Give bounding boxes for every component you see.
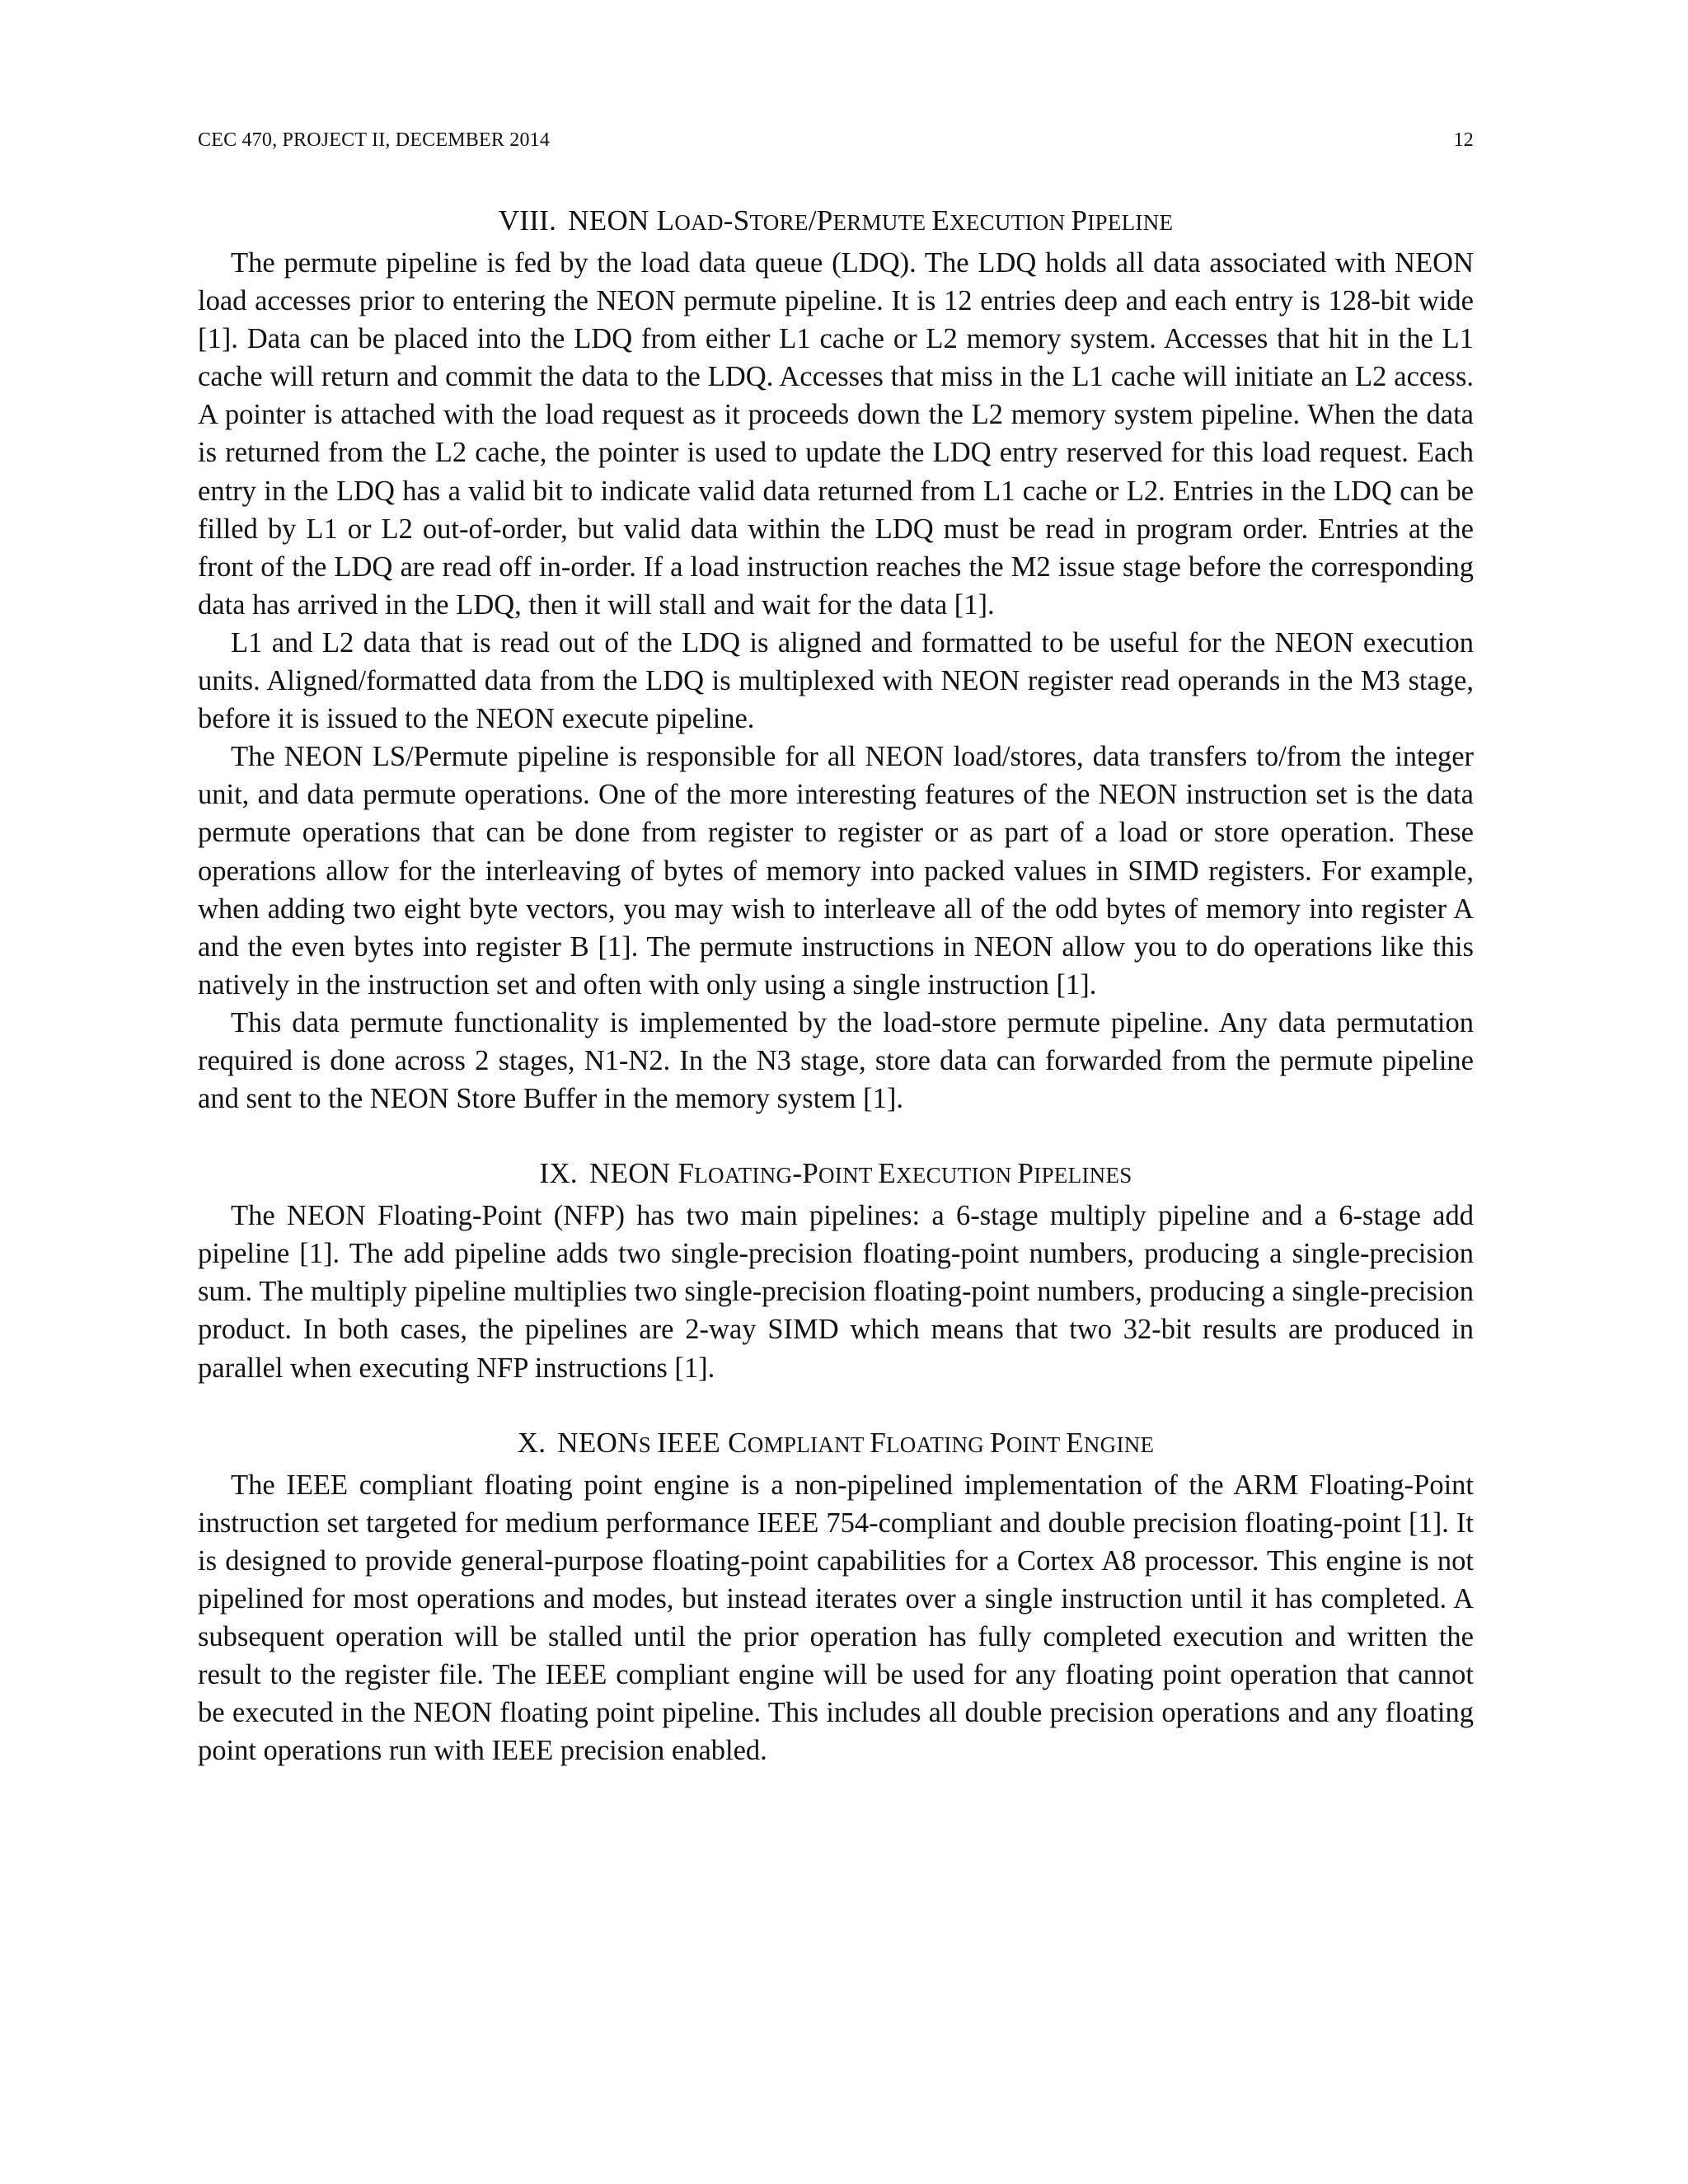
section-title-part: -P (792, 1157, 819, 1190)
paragraph: The IEEE compliant floating point engine is a non-pipelined implementation of the ARM Floating-Point instruction set targeted for medium performance IEEE 754-compliant and double precision floating-point [1]. It is designed to provide general-purpose floating-point capabilities for a Cortex A8 processor. This engine is not pipelined for most operations and modes, but instead iterates over a single instruction until it has completed. A subsequent operation will be stalled until the prior operation has fully completed execution and written the result to the register file. The IEEE compliant engine will be used for any floating point operation that cannot be executed in the NEON floating point pipeline. This includes all double precision operations and any floating point operations run with IEEE precision enabled. (198, 1469, 1474, 1767)
section-title-part: E (878, 1157, 896, 1190)
section-title-part: OINT (818, 1163, 879, 1188)
section-title-part: ERMUTE (832, 210, 932, 235)
section-number: IX. (539, 1157, 578, 1190)
section-title-part: P (1017, 1157, 1034, 1190)
section-title-part: /P (808, 204, 833, 237)
section-title-part: OINT (1006, 1432, 1067, 1457)
paragraph: This data permute functionality is implemented by the load-store permute pipeline. Any data permutation required is done across 2 stages, N1-N2. In the N3 stage, store data can forwarded from the permute pipeline and sent to the NEON Store Buffer in the memory system [1]. (198, 1006, 1474, 1115)
section-title-part: NEON (557, 1426, 639, 1459)
section-heading (198, 1423, 1474, 1465)
section-title-part: IPELINE (1087, 210, 1174, 235)
section-spacer (198, 1118, 1474, 1154)
section-title-part: TORE (749, 210, 809, 235)
paragraph: The NEON Floating-Point (NFP) has two main pipelines: a 6-stage multiply pipeline and a 6-stage add pipeline [1]. The add pipeline adds two single-precision floating-point numbers, producing a single-precision sum. The multiply pipeline multiplies two single-precision floating-point numbers, producing a single-precision product. In both cases, the pipelines are 2-way SIMD which means that two 32-bit results are produced in parallel when executing NFP instructions [1]. (198, 1200, 1474, 1384)
body-text (198, 201, 1474, 1769)
section-title-part: OAD (674, 210, 724, 235)
section-title-part: C (728, 1426, 748, 1459)
page-number: 12 (1453, 129, 1474, 151)
paragraph: The permute pipeline is fed by the load data queue (LDQ). The LDQ holds all data associated with NEON load accesses prior to entering the NEON permute pipeline. It is 12 entries deep and each entry is 128-bit wide [1]. Data can be placed into the LDQ from either L1 cache or L2 memory system. Accesses that hit in the L1 cache will return and commit the data to the LDQ. Accesses that miss in the L1 cache will initiate an L2 access. A pointer is attached with the load request as it proceeds down the L2 memory system pipeline. When the data is returned from the L2 cache, the pointer is used to update the LDQ entry reserved for this load request. Each entry in the LDQ has a valid bit to indicate valid data returned from L1 cache or L2. Entries in the LDQ can be filled by L1 or L2 out-of-order, but valid data within the LDQ must be read in program order. Entries at the front of the LDQ are read off in-order. If a load instruction reaches the M2 issue stage before the corresponding data has arrived in the LDQ, then it will stall and wait for the data [1]. (198, 247, 1474, 621)
section-title-part: LOATING (694, 1163, 793, 1188)
section-title-part: S (638, 1432, 658, 1457)
paragraph: The NEON LS/Permute pipeline is responsible for all NEON load/stores, data transfers to/from the integer unit, and data permute operations. One of the more interesting features of the NEON instruction set is the data permute operations that can be done from register to register or as part of a load or store operation. These operations allow for the interleaving of bytes of memory into packed values in SIMD registers. For example, when adding two eight byte vectors, you may wish to interleave all of the odd bytes of memory into register A and the even bytes into register B [1]. The permute instructions in NEON allow you to do operations like this natively in the instruction set and often with only using a single instruction [1]. (198, 741, 1474, 1001)
paragraph: L1 and L2 data that is read out of the LDQ is aligned and formatted to be useful for the NEON execution units. Aligned/formatted data from the LDQ is multiplexed with NEON register read operands in the M3 stage, before it is issued to the NEON execute pipeline. (198, 626, 1474, 735)
journal-header-text: CEC 470, PROJECT II, DECEMBER 2014 (198, 129, 551, 151)
section-title-part: NGINE (1083, 1432, 1155, 1457)
section-heading (198, 1154, 1474, 1195)
section-title-part: L (656, 204, 675, 237)
section-title-part: IPELINES (1034, 1163, 1132, 1188)
section-title-part: F (870, 1426, 887, 1459)
section-title-part: P (1071, 204, 1088, 237)
section-title-part: OMPLIANT (747, 1432, 870, 1457)
section-title-part: XECUTION (895, 1163, 1018, 1188)
section-title-part: -S (723, 204, 750, 237)
section-title-part: E (931, 204, 950, 237)
section-title-part: NEON (589, 1157, 678, 1190)
running-header (198, 124, 1474, 157)
section-title-part: IEEE (657, 1426, 729, 1459)
section-title-part: NEON (568, 204, 657, 237)
section-title-part: E (1066, 1426, 1084, 1459)
section-spacer (198, 1387, 1474, 1423)
section-title-part: P (990, 1426, 1006, 1459)
section-number: VIII. (498, 204, 557, 237)
section-title-part: LOATING (886, 1432, 991, 1457)
section-number: X. (517, 1426, 546, 1459)
section-title-part: F (678, 1157, 695, 1190)
section-title-part: XECUTION (950, 210, 1071, 235)
section-heading (198, 201, 1474, 242)
